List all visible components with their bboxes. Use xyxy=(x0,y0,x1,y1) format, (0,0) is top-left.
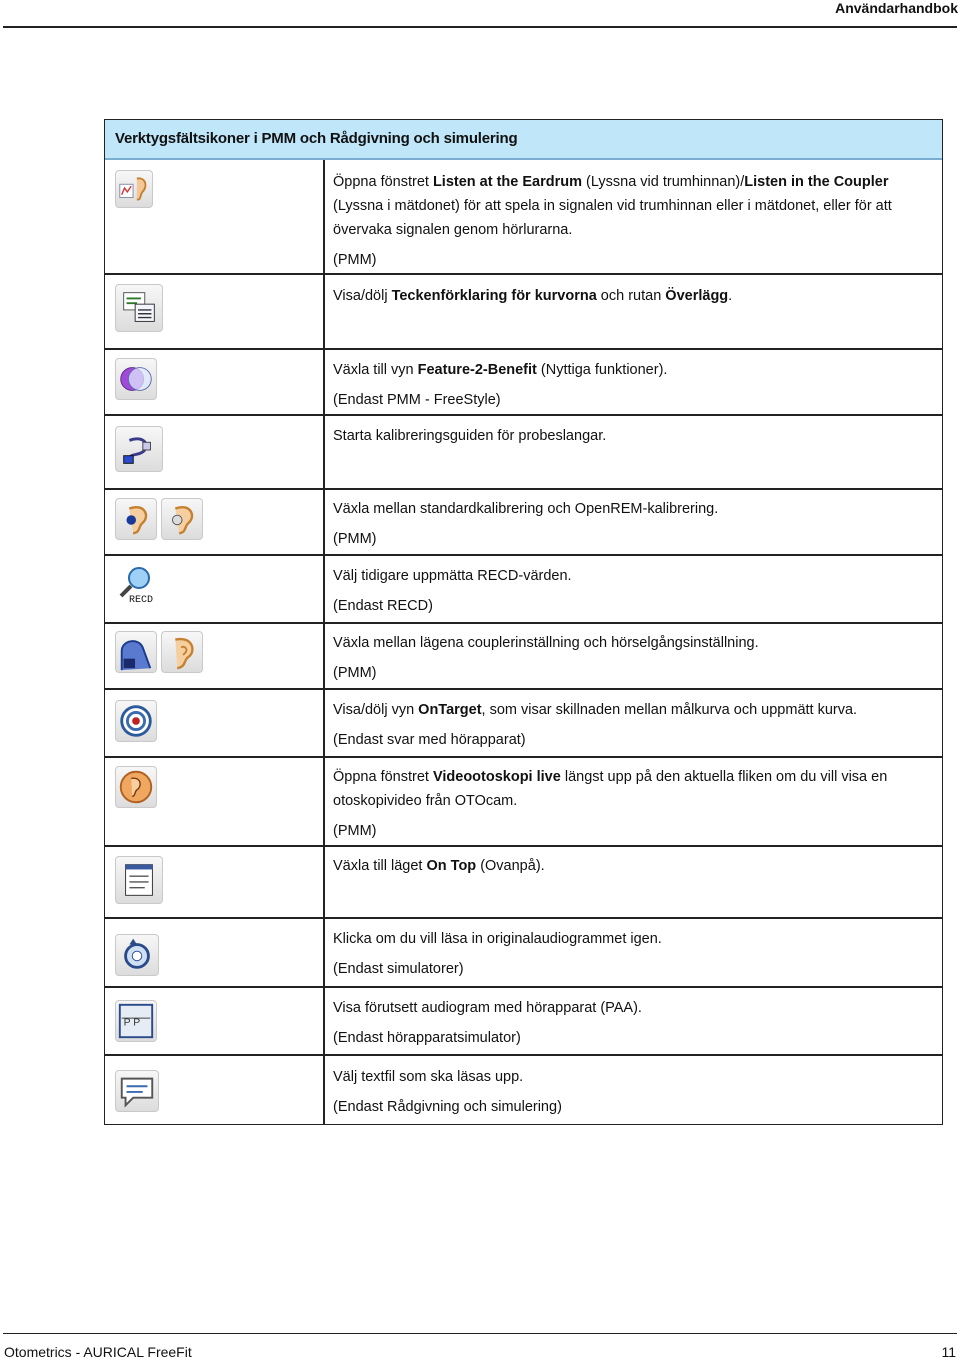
paa-icon-label: P P xyxy=(123,1017,141,1029)
probe-calibration-icon[interactable] xyxy=(115,426,163,472)
page-header-title: Användarhandbok xyxy=(835,0,958,16)
row-description: Öppna fönstret Listen at the Eardrum (Lyssna vid trumhinnan)/Listen in the Coupler (Lyssna i mätdonet) för att spela in signalen vid trumhinnan eller i mätdonet, eller för att övervaka signalen genom hörlurarna. (PMM) xyxy=(333,174,892,268)
row-description: Välj textfil som ska läsas upp. (Endast Rådgivning och simulering) xyxy=(333,1069,562,1115)
row-description: Växla till läget On Top (Ovanpå). xyxy=(333,858,545,874)
ear-calibration-openrem-icon[interactable] xyxy=(161,498,203,540)
row-description: Visa/dölj Teckenförklaring för kurvorna och rutan Överlägg. xyxy=(333,288,733,304)
ear-calibration-standard-icon[interactable] xyxy=(115,498,157,540)
row-divider xyxy=(105,917,942,919)
on-top-icon[interactable] xyxy=(115,856,163,904)
ear-canal-mode-icon[interactable] xyxy=(161,631,203,673)
row-divider xyxy=(105,488,942,490)
row-description: Öppna fönstret Videootoskopi live längst upp på den aktuella fliken om du vill visa en otoskopivideo från OTOcam. (PMM) xyxy=(333,769,888,839)
footer-divider xyxy=(3,1333,957,1334)
row-divider xyxy=(105,756,942,758)
legend-overlay-icon[interactable] xyxy=(115,284,163,332)
row-divider xyxy=(105,845,942,847)
page-number: 11 xyxy=(941,1344,956,1360)
toolbar-icons-table xyxy=(104,119,943,1125)
video-otoscope-icon[interactable] xyxy=(115,766,157,808)
row-description: Växla mellan lägena couplerinställning och hörselgångsinställning. (PMM) xyxy=(333,635,759,681)
row-description: Klicka om du vill läsa in originalaudiogrammet igen. (Endast simulatorer) xyxy=(333,931,662,977)
row-description: Växla till vyn Feature-2-Benefit (Nyttiga funktioner). (Endast PMM - FreeStyle) xyxy=(333,362,668,408)
row-description: Visa förutsett audiogram med hörapparat (PAA). (Endast hörapparatsimulator) xyxy=(333,1000,642,1046)
row-divider xyxy=(105,273,324,275)
header-divider xyxy=(3,26,957,28)
recd-icon-label: RECD xyxy=(129,595,154,606)
table-heading-text: Verktygsfältsikoner i PMM och Rådgivning och simulering xyxy=(115,130,518,147)
row-divider xyxy=(105,1054,942,1056)
table-heading xyxy=(105,120,942,160)
row-divider xyxy=(105,348,942,350)
row-divider xyxy=(105,688,942,690)
reload-audiogram-icon[interactable] xyxy=(115,934,159,976)
listen-eardrum-icon[interactable] xyxy=(115,170,153,208)
row-description: Välj tidigare uppmätta RECD-värden. (Endast RECD) xyxy=(333,568,572,614)
paa-audiogram-icon[interactable] xyxy=(115,1000,157,1042)
recd-magnifier-icon[interactable] xyxy=(115,564,157,606)
speech-text-file-icon[interactable] xyxy=(115,1070,159,1112)
row-divider xyxy=(105,554,942,556)
row-divider xyxy=(324,273,942,275)
row-divider xyxy=(105,986,942,988)
column-divider xyxy=(323,160,325,1124)
row-divider xyxy=(324,414,942,416)
row-description: Starta kalibreringsguiden för probeslangar. xyxy=(333,428,607,444)
row-description: Visa/dölj vyn OnTarget, som visar skillnaden mellan målkurva och uppmätt kurva. (Endast svar med hörapparat) xyxy=(333,702,858,748)
coupler-mode-icon[interactable] xyxy=(115,631,157,673)
row-divider xyxy=(105,622,942,624)
feature-benefit-icon[interactable] xyxy=(115,358,157,400)
row-description: Växla mellan standardkalibrering och OpenREM-kalibrering. (PMM) xyxy=(333,501,719,547)
footer-product-name: Otometrics - AURICAL FreeFit xyxy=(4,1344,192,1360)
target-icon[interactable] xyxy=(115,700,157,742)
